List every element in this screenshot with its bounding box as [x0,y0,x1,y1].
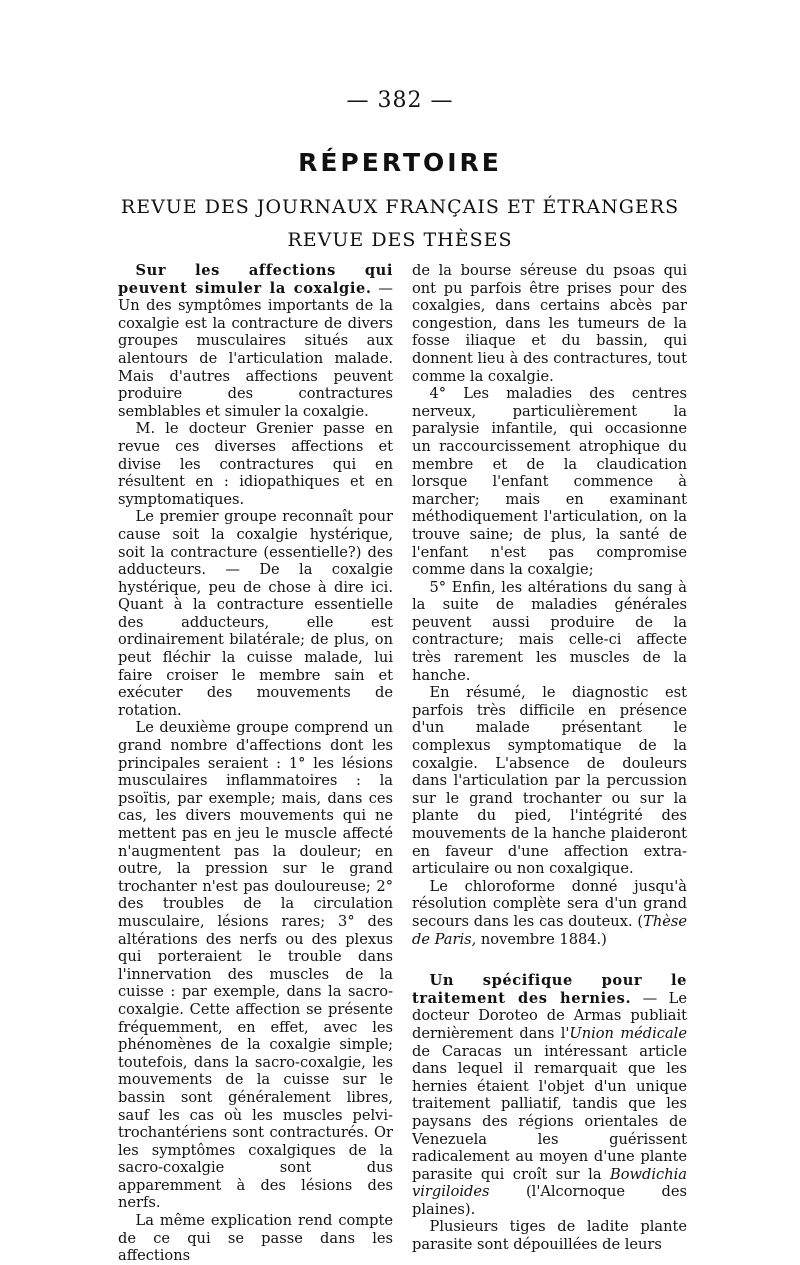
section-title: RÉPERTOIRE [298,148,502,177]
article-separator [412,948,687,972]
plant-name: Bowdichia virgiloides [412,1165,687,1201]
paragraph: La même explication rend compte de ce qui se passe dans les affections [118,1212,393,1265]
source-citation: Thèse de Paris, [412,912,687,948]
paragraph-text: — Un des symptômes importants de la coxalgie est la contracture de divers groupes musculaires situés aux alentours de l'articulation malade. Mais d'autres affections peuvent produire des contractures semblables et simuler la coxalgie. [118,279,393,420]
paragraph: Le premier groupe reconnaît pour cause soit la coxalgie hystérique, soit la contracture (essentielle?) des adducteurs. — De la coxalgie hystérique, peu de chose à dire ici. Quant à la contracture essentielle des adducteurs, elle est ordinairement bilatérale; de plus, on peut fléchir la cuisse malade, lui faire croiser le membre sain et exécuter des mouvements de rotation. [118,508,393,719]
paragraph-text: — Le docteur Doroteo de Armas publiait dernièrement dans l' [412,989,687,1042]
article-title-hernies: Un spécifique pour le traitement des hernies. [412,972,687,1007]
left-column [118,262,393,1265]
paragraph: En résumé, le diagnostic est parfois très difficile en présence d'un malade présentant le complexus symptomatique de la coxalgie. L'absence de douleurs dans l'articulation par la percussion sur le grand trochanter ou sur la plante du pied, l'intégrité des mouvements de la hanche plaideront en faveur d'une affection extra-articulaire ou non coxalgique. [412,684,687,878]
paragraph-text: (l'Alcornoque des plaines). [412,1183,687,1218]
subtitle-journals: REVUE DES JOURNAUX FRANÇAIS ET ÉTRANGERS [120,196,680,218]
page-number: — 382 — [346,88,454,113]
right-column [412,262,687,1254]
paragraph: 5° Enfin, les altérations du sang à la suite de maladies générales peuvent aussi produire de la contracture; mais celle-ci affecte très rarement les muscles de la hanche. [412,578,687,684]
paragraph: M. le docteur Grenier passe en revue ces diverses affections et divise les contractures qui en résultent en : idiopathiques et en symptomatiques. [118,420,393,508]
journal-name: Union médicale [569,1024,687,1042]
paragraph-text: Le chloroforme donné jusqu'à résolution complète sera d'un grand secours dans les cas douteux. ( [412,877,687,930]
paragraph-continued: de la bourse séreuse du psoas qui ont pu parfois être prises pour des coxalgies, dans certains abcès par congestion, dans les tumeurs de la fosse iliaque et du bassin, qui donnent lieu à des contractures, tout comme la coxalgie. [412,262,687,385]
paragraph [412,878,687,948]
paragraph-text: novembre 1884.) [476,930,607,948]
paragraph: 4° Les maladies des centres nerveux, particulièrement la paralysie infantile, qui occasionne un raccourcissement atrophique du membre et de la claudication lorsque l'enfant commence à marcher; mais en examinant méthodiquement l'articulation, on la trouve saine; de plus, la santé de l'enfant n'est pas compromise comme dans la coxalgie; [412,385,687,579]
paragraph-text: de Caracas un intéressant article dans lequel il remarquait que les hernies étaient l'objet d'un unique traitement palliatif, tandis que les paysans des régions orientales de Venezuela les guérissent radicalement au moyen d'une plante parasite qui croît sur la [412,1042,687,1183]
paragraph: Le deuxième groupe comprend un grand nombre d'affections dont les principales seraient : 1° les lésions musculaires inflammatoires : la psoïtis, par exemple; mais, dans ces cas, les divers mouvements qui ne mettent pas en jeu le muscle affecté n'augmentent pas la douleur; en outre, la pression sur le grand trochanter n'est pas douloureuse; 2° des troubles de la circulation musculaire, lésions rares; 3° des altérations des nerfs ou des plexus qui porteraient le trouble dans l'innervation des muscles de la cuisse : par exemple, dans la sacro-coxalgie. Cette affection se présente fréquemment, en effet, avec les phénomènes de la coxalgie simple; toutefois, dans la sacro-coxalgie, les mouvements de la cuisse sur le bassin sont généralement libres, sauf les cas où les muscles pelvi-trochantériens sont contracturés. Or les symptômes coxalgiques de la sacro-coxalgie sont dus apparemment à des lésions des nerfs. [118,719,393,1212]
subtitle-theses: REVUE DES THÈSES [287,229,513,251]
article-title-coxalgie: Sur les affections qui peuvent simuler la coxalgie. [118,262,393,297]
article-paragraph [412,972,687,1218]
paragraph: Plusieurs tiges de ladite plante parasite sont dépouillées de leurs [412,1218,687,1254]
article-paragraph [118,262,393,420]
